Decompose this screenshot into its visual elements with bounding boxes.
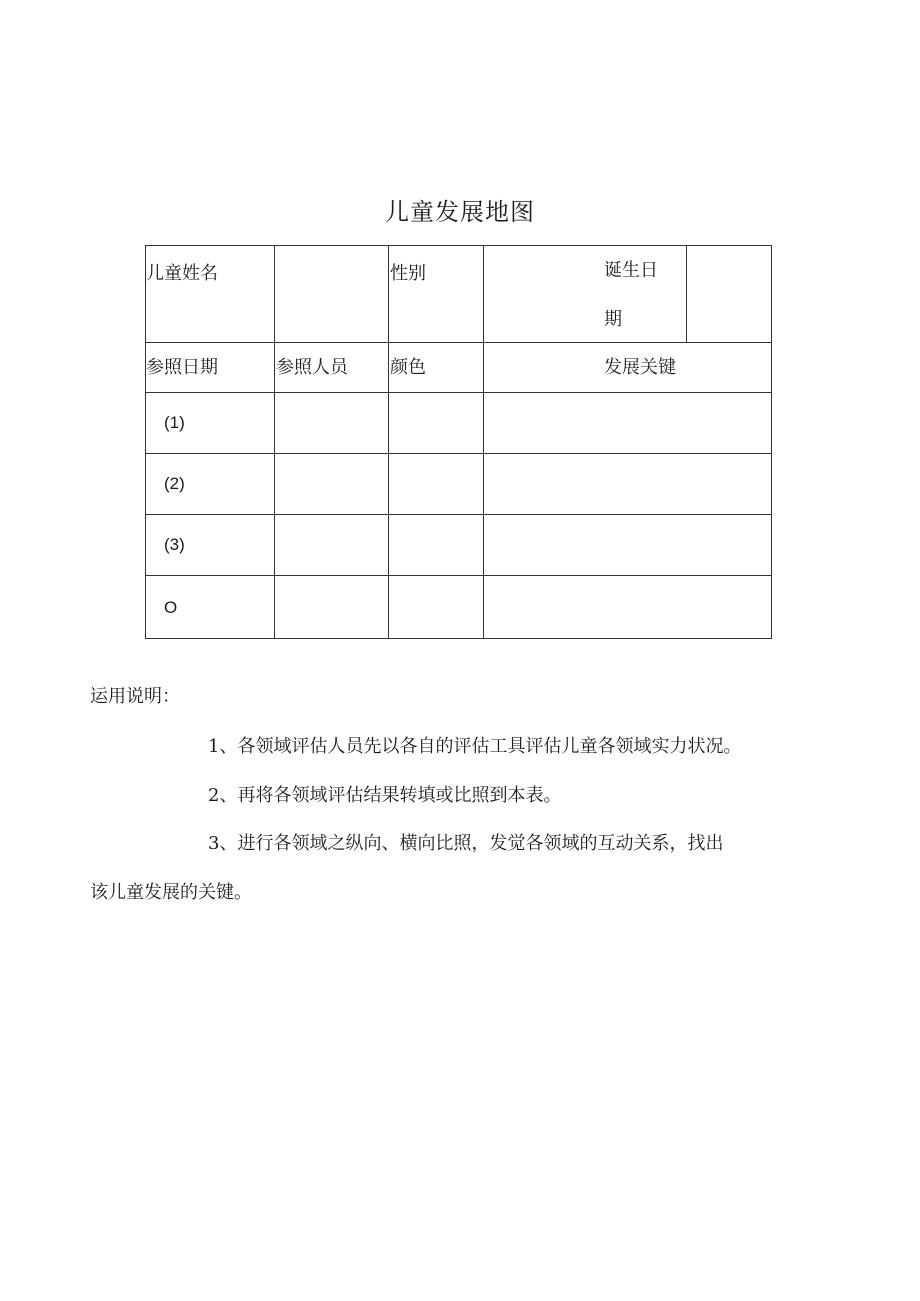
table-rule — [145, 453, 772, 454]
development-map-table — [145, 245, 772, 639]
table-column-rule — [388, 245, 389, 639]
ref-date-header: 参照日期 — [146, 357, 218, 378]
table-border-right — [771, 245, 772, 639]
birth-date-label-line1: 诞生日 — [604, 260, 658, 281]
table-border-bottom — [145, 638, 772, 639]
child-name-label: 儿童姓名 — [146, 263, 218, 284]
color-header: 颜色 — [390, 357, 426, 378]
instruction-item: 1、各领域评估人员先以各自的评估工具评估儿童各领域实力状况。 — [208, 736, 742, 757]
dev-key-header: 发展关键 — [604, 357, 676, 378]
row-marker: (3) — [164, 535, 185, 554]
document-title: 儿童发展地图 — [385, 198, 535, 226]
table-rule — [145, 514, 772, 515]
ref-person-header: 参照人员 — [276, 357, 348, 378]
table-border-top — [145, 245, 772, 246]
instructions-heading: 运用说明： — [90, 686, 180, 707]
child-name-field[interactable] — [275, 246, 388, 342]
table-border-left — [145, 245, 146, 639]
instruction-item: 2、再将各领域评估结果转填或比照到本表。 — [208, 785, 562, 806]
table-rule — [145, 342, 772, 343]
birth-date-label-line2: 期 — [604, 309, 622, 330]
gender-label: 性别 — [390, 263, 426, 284]
gender-field[interactable] — [484, 246, 602, 342]
row-marker: O — [164, 598, 178, 617]
row-marker: (2) — [164, 474, 185, 493]
row-marker: (1) — [164, 413, 185, 432]
instruction-continuation: 该儿童发展的关键。 — [90, 882, 252, 903]
instruction-item: 3、进行各领域之纵向、横向比照，发觉各领域的互动关系，找出 — [208, 833, 724, 854]
birth-date-field[interactable] — [687, 246, 771, 342]
table-rule — [145, 392, 772, 393]
table-rule — [145, 575, 772, 576]
